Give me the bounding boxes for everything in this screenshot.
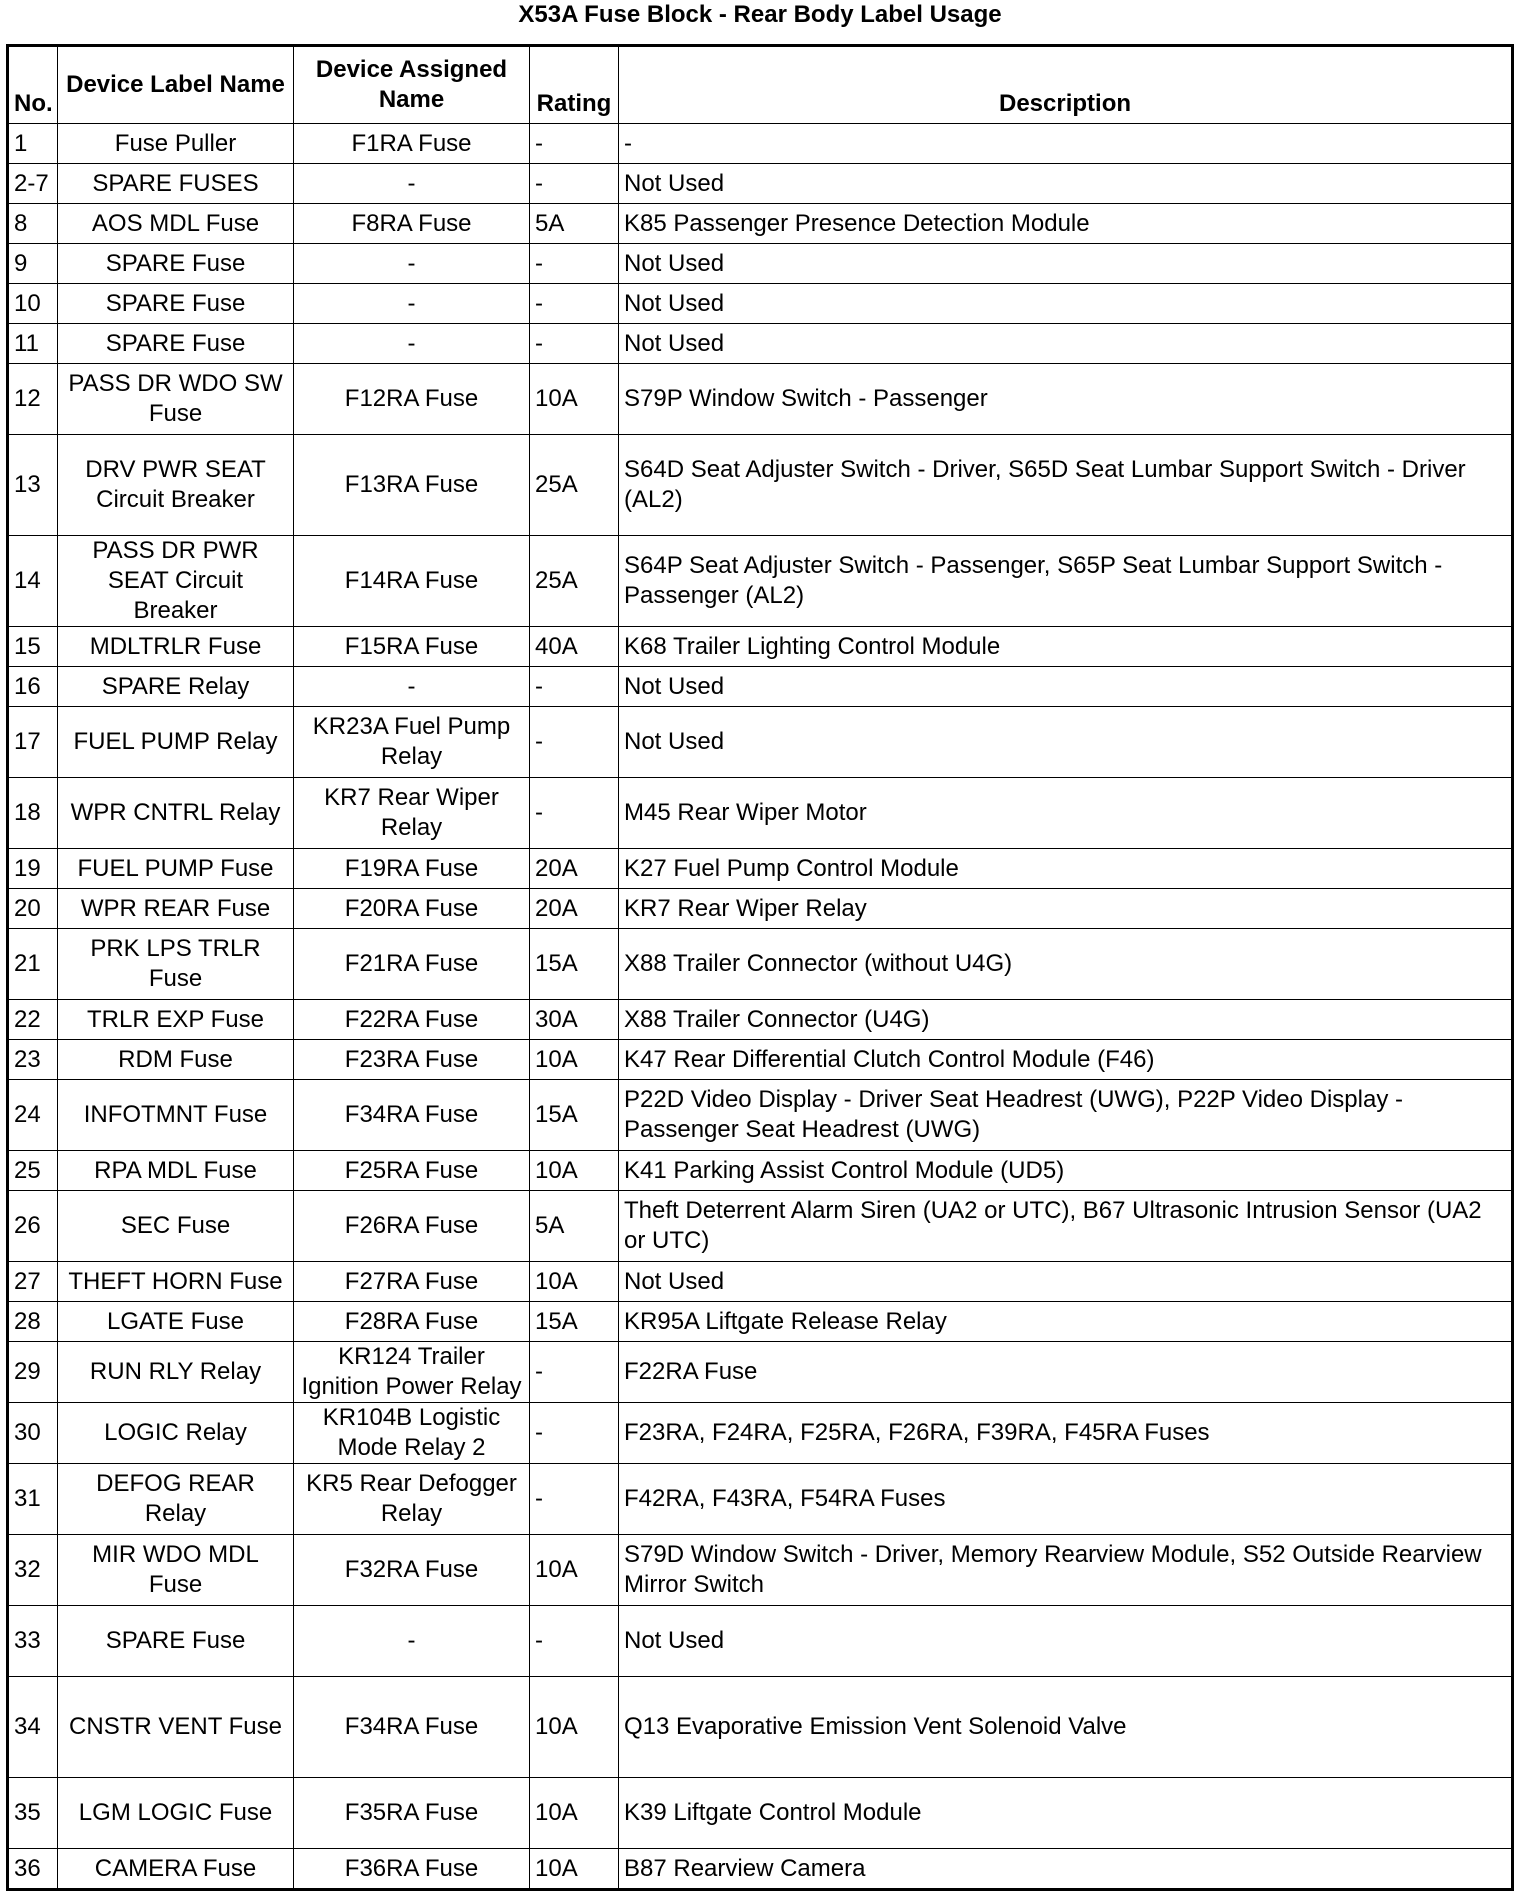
cell-no: 28 [8,1302,58,1342]
cell-device-assigned-name: F23RA Fuse [294,1040,530,1080]
cell-rating: 20A [530,849,619,889]
table-row [8,536,1513,627]
cell-no: 2-7 [8,164,58,204]
cell-no: 21 [8,929,58,1000]
cell-no: 33 [8,1606,58,1677]
cell-device-assigned-name: F34RA Fuse [294,1080,530,1151]
cell-device-assigned-name: F13RA Fuse [294,435,530,536]
cell-no: 10 [8,284,58,324]
cell-device-assigned-name: F27RA Fuse [294,1262,530,1302]
cell-description: S79D Window Switch - Driver, Memory Rearview Module, S52 Outside Rearview Mirror Switch [619,1535,1513,1606]
cell-no: 35 [8,1778,58,1849]
cell-description: F22RA Fuse [619,1342,1513,1403]
cell-device-assigned-name: F22RA Fuse [294,1000,530,1040]
table-row [8,435,1513,536]
cell-device-label-name: FUEL PUMP Fuse [58,849,294,889]
cell-description: K47 Rear Differential Clutch Control Module (F46) [619,1040,1513,1080]
cell-description: S64P Seat Adjuster Switch - Passenger, S65P Seat Lumbar Support Switch - Passenger (AL2) [619,536,1513,627]
cell-device-assigned-name: F21RA Fuse [294,929,530,1000]
cell-device-assigned-name: F25RA Fuse [294,1151,530,1191]
table-row [8,889,1513,929]
cell-rating: 25A [530,435,619,536]
cell-rating: - [530,164,619,204]
cell-no: 13 [8,435,58,536]
header-description: Description [619,46,1513,124]
table-title: X53A Fuse Block - Rear Body Label Usage [518,1,1002,28]
cell-device-label-name: SPARE Fuse [58,244,294,284]
table-row [8,1302,1513,1342]
cell-no: 16 [8,667,58,707]
cell-rating: 30A [530,1000,619,1040]
table-row [8,1262,1513,1302]
cell-device-assigned-name: F35RA Fuse [294,1778,530,1849]
cell-device-label-name: RUN RLY Relay [58,1342,294,1403]
table-row [8,707,1513,778]
cell-rating: 5A [530,1191,619,1262]
cell-description: X88 Trailer Connector (U4G) [619,1000,1513,1040]
cell-rating: 5A [530,204,619,244]
cell-device-assigned-name: F15RA Fuse [294,627,530,667]
cell-description: F42RA, F43RA, F54RA Fuses [619,1464,1513,1535]
cell-device-assigned-name: F12RA Fuse [294,364,530,435]
cell-description: Not Used [619,164,1513,204]
cell-description: S79P Window Switch - Passenger [619,364,1513,435]
cell-description: K85 Passenger Presence Detection Module [619,204,1513,244]
table-row [8,1080,1513,1151]
cell-description: S64D Seat Adjuster Switch - Driver, S65D Seat Lumbar Support Switch - Driver (AL2) [619,435,1513,536]
table-row [8,204,1513,244]
cell-device-label-name: LGM LOGIC Fuse [58,1778,294,1849]
cell-rating: 10A [530,1677,619,1778]
cell-no: 27 [8,1262,58,1302]
table-row [8,364,1513,435]
cell-rating: - [530,778,619,849]
cell-no: 29 [8,1342,58,1403]
cell-device-label-name: SPARE Fuse [58,1606,294,1677]
cell-rating: 20A [530,889,619,929]
cell-no: 17 [8,707,58,778]
cell-description: Not Used [619,284,1513,324]
cell-device-assigned-name: F26RA Fuse [294,1191,530,1262]
cell-device-label-name: MDLTRLR Fuse [58,627,294,667]
cell-description: Not Used [619,1262,1513,1302]
cell-device-assigned-name: - [294,667,530,707]
table-row [8,1403,1513,1464]
table-row [8,244,1513,284]
cell-device-label-name: FUEL PUMP Relay [58,707,294,778]
cell-device-label-name: SEC Fuse [58,1191,294,1262]
cell-description: X88 Trailer Connector (without U4G) [619,929,1513,1000]
cell-device-label-name: SPARE Relay [58,667,294,707]
cell-no: 11 [8,324,58,364]
cell-rating: 10A [530,1262,619,1302]
cell-no: 1 [8,124,58,164]
table-row [8,324,1513,364]
cell-device-assigned-name: F28RA Fuse [294,1302,530,1342]
header-device-label-name: Device Label Name [58,46,294,124]
cell-description: B87 Rearview Camera [619,1849,1513,1890]
header-device-assigned-name: Device Assigned Name [294,46,530,124]
cell-rating: - [530,707,619,778]
cell-description: M45 Rear Wiper Motor [619,778,1513,849]
cell-rating: - [530,667,619,707]
table-row [8,929,1513,1000]
cell-rating: 10A [530,364,619,435]
cell-no: 19 [8,849,58,889]
table-row [8,627,1513,667]
table-row [8,1778,1513,1849]
table-row [8,1000,1513,1040]
cell-description: K68 Trailer Lighting Control Module [619,627,1513,667]
cell-device-label-name: SPARE FUSES [58,164,294,204]
cell-rating: - [530,324,619,364]
table-row [8,1677,1513,1778]
cell-device-label-name: Fuse Puller [58,124,294,164]
cell-no: 14 [8,536,58,627]
cell-rating: - [530,1403,619,1464]
table-row [8,1849,1513,1890]
cell-device-assigned-name: - [294,164,530,204]
cell-rating: - [530,1342,619,1403]
cell-device-assigned-name: F34RA Fuse [294,1677,530,1778]
cell-device-label-name: DEFOG REAR Relay [58,1464,294,1535]
cell-device-label-name: AOS MDL Fuse [58,204,294,244]
cell-no: 26 [8,1191,58,1262]
cell-rating: 25A [530,536,619,627]
cell-device-label-name: RDM Fuse [58,1040,294,1080]
cell-device-assigned-name: F1RA Fuse [294,124,530,164]
cell-device-assigned-name: - [294,1606,530,1677]
cell-description: F23RA, F24RA, F25RA, F26RA, F39RA, F45RA Fuses [619,1403,1513,1464]
table-row [8,1151,1513,1191]
cell-rating: 15A [530,1302,619,1342]
cell-rating: 10A [530,1040,619,1080]
cell-no: 23 [8,1040,58,1080]
table-row [8,1606,1513,1677]
table-row [8,1040,1513,1080]
header-no: No. [8,46,58,124]
table-row [8,124,1513,164]
cell-device-label-name: INFOTMNT Fuse [58,1080,294,1151]
cell-no: 22 [8,1000,58,1040]
cell-no: 8 [8,204,58,244]
cell-device-assigned-name: KR23A Fuel Pump Relay [294,707,530,778]
cell-no: 15 [8,627,58,667]
cell-rating: 10A [530,1535,619,1606]
cell-description: - [619,124,1513,164]
cell-device-label-name: WPR REAR Fuse [58,889,294,929]
cell-description: Q13 Evaporative Emission Vent Solenoid Valve [619,1677,1513,1778]
cell-no: 18 [8,778,58,849]
cell-device-label-name: SPARE Fuse [58,324,294,364]
cell-description: Theft Deterrent Alarm Siren (UA2 or UTC), B67 Ultrasonic Intrusion Sensor (UA2 or UTC) [619,1191,1513,1262]
cell-description: P22D Video Display - Driver Seat Headrest (UWG), P22P Video Display - Passenger Seat Headrest (UWG) [619,1080,1513,1151]
cell-no: 24 [8,1080,58,1151]
cell-description: KR95A Liftgate Release Relay [619,1302,1513,1342]
cell-no: 9 [8,244,58,284]
header-rating: Rating [530,46,619,124]
cell-rating: - [530,1464,619,1535]
cell-device-label-name: PASS DR PWR SEAT Circuit Breaker [58,536,294,627]
cell-device-assigned-name: F32RA Fuse [294,1535,530,1606]
cell-device-label-name: PASS DR WDO SW Fuse [58,364,294,435]
cell-rating: 10A [530,1151,619,1191]
cell-rating: 15A [530,929,619,1000]
cell-no: 34 [8,1677,58,1778]
cell-rating: 40A [530,627,619,667]
table-row [8,849,1513,889]
cell-description: KR7 Rear Wiper Relay [619,889,1513,929]
cell-no: 36 [8,1849,58,1890]
cell-device-assigned-name: - [294,284,530,324]
cell-device-assigned-name: KR124 Trailer Ignition Power Relay [294,1342,530,1403]
cell-device-assigned-name: F20RA Fuse [294,889,530,929]
cell-no: 25 [8,1151,58,1191]
table-row [8,667,1513,707]
cell-rating: - [530,124,619,164]
table-row [8,164,1513,204]
cell-device-label-name: THEFT HORN Fuse [58,1262,294,1302]
cell-device-label-name: MIR WDO MDL Fuse [58,1535,294,1606]
table-row [8,1191,1513,1262]
cell-rating: 15A [530,1080,619,1151]
cell-rating: 10A [530,1849,619,1890]
cell-device-label-name: CNSTR VENT Fuse [58,1677,294,1778]
cell-no: 30 [8,1403,58,1464]
cell-device-assigned-name: F14RA Fuse [294,536,530,627]
cell-device-label-name: RPA MDL Fuse [58,1151,294,1191]
table-row [8,1342,1513,1403]
table-row [8,284,1513,324]
cell-device-assigned-name: KR7 Rear Wiper Relay [294,778,530,849]
cell-device-label-name: LOGIC Relay [58,1403,294,1464]
cell-rating: - [530,284,619,324]
cell-device-assigned-name: - [294,244,530,284]
fuse-usage-table [6,44,1514,1891]
cell-description: K27 Fuel Pump Control Module [619,849,1513,889]
cell-no: 31 [8,1464,58,1535]
cell-rating: - [530,244,619,284]
cell-no: 32 [8,1535,58,1606]
cell-rating: - [530,1606,619,1677]
table-body [8,124,1513,1890]
cell-description: Not Used [619,324,1513,364]
header-row [8,46,1513,124]
cell-device-label-name: TRLR EXP Fuse [58,1000,294,1040]
cell-description: Not Used [619,707,1513,778]
cell-rating: 10A [530,1778,619,1849]
cell-device-assigned-name: F36RA Fuse [294,1849,530,1890]
cell-device-label-name: CAMERA Fuse [58,1849,294,1890]
cell-device-assigned-name: KR104B Logistic Mode Relay 2 [294,1403,530,1464]
table-row [8,1464,1513,1535]
cell-device-assigned-name: F8RA Fuse [294,204,530,244]
cell-device-assigned-name: F19RA Fuse [294,849,530,889]
cell-no: 12 [8,364,58,435]
cell-device-assigned-name: KR5 Rear Defogger Relay [294,1464,530,1535]
table-row [8,1535,1513,1606]
cell-description: K39 Liftgate Control Module [619,1778,1513,1849]
cell-description: Not Used [619,667,1513,707]
cell-device-label-name: PRK LPS TRLR Fuse [58,929,294,1000]
cell-no: 20 [8,889,58,929]
cell-description: Not Used [619,244,1513,284]
cell-device-label-name: SPARE Fuse [58,284,294,324]
cell-device-label-name: DRV PWR SEAT Circuit Breaker [58,435,294,536]
cell-device-assigned-name: - [294,324,530,364]
table-row [8,778,1513,849]
cell-device-label-name: WPR CNTRL Relay [58,778,294,849]
cell-description: K41 Parking Assist Control Module (UD5) [619,1151,1513,1191]
cell-description: Not Used [619,1606,1513,1677]
cell-device-label-name: LGATE Fuse [58,1302,294,1342]
